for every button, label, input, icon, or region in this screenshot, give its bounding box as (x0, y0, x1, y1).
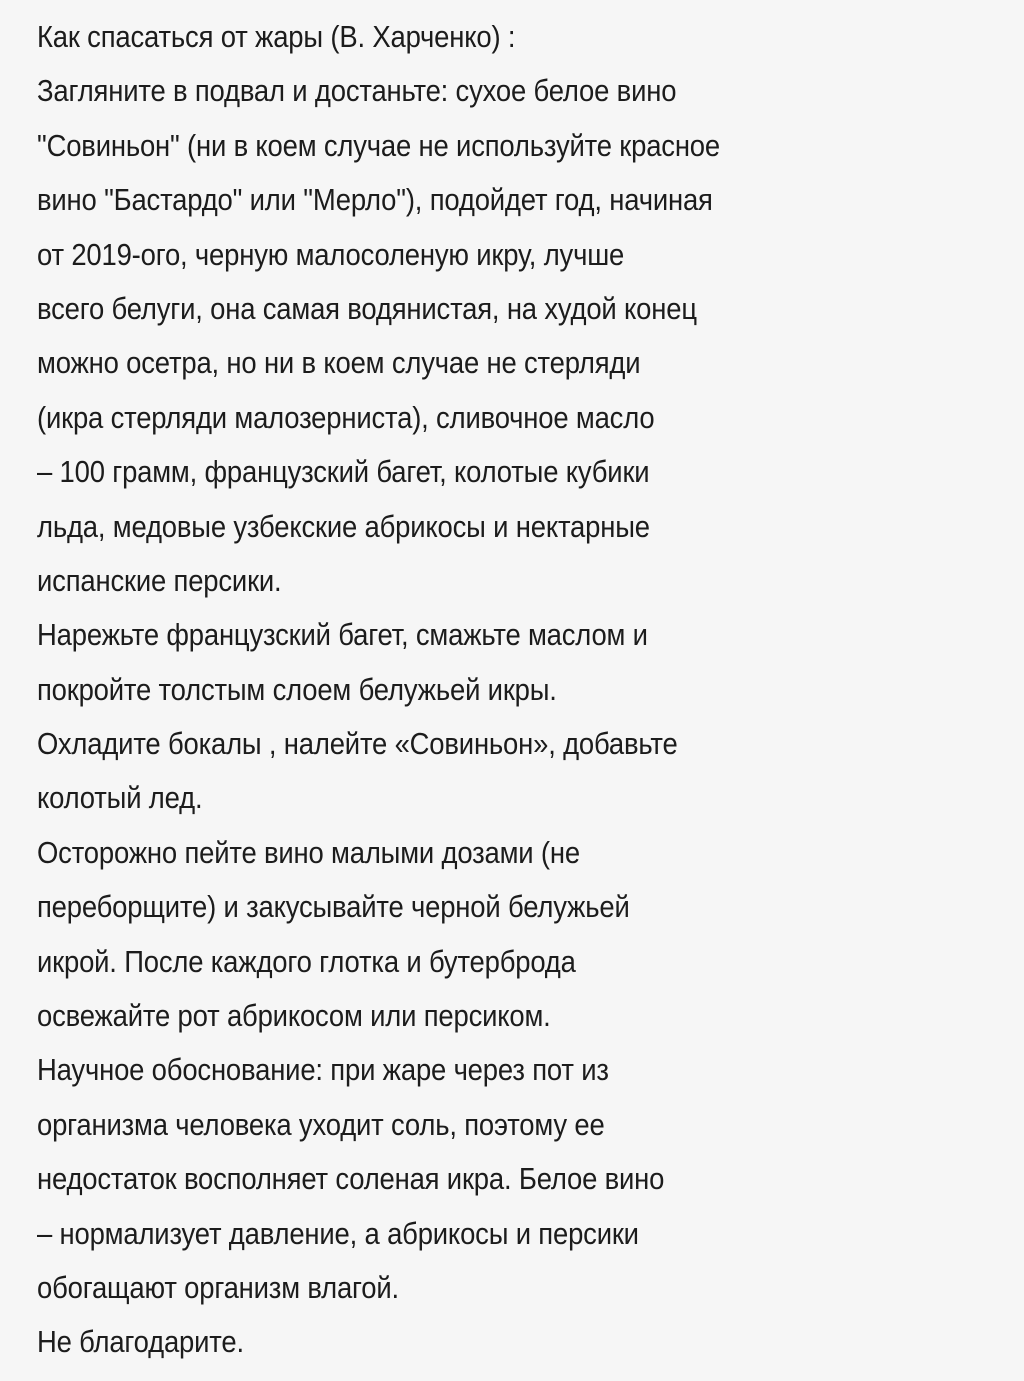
ingredients-line: всего белуги, она самая водянистая, на худой конец (37, 291, 697, 326)
ingredients-line: льда, медовые узбекские абрикосы и нектарные (37, 509, 650, 544)
ingredients-line: испанские персики. (37, 563, 282, 598)
instruction-line: покройте толстым слоем белужьей икры. (37, 672, 557, 707)
explanation-line: недостаток восполняет соленая икра. Белое вино (37, 1162, 665, 1197)
ingredients-line: – 100 грамм, французский багет, колотые кубики (37, 455, 650, 490)
instruction-line: икрой. После каждого глотка и бутерброда (37, 944, 576, 979)
instruction-line: Осторожно пейте вино малыми дозами (не (37, 835, 580, 870)
explanation-line: организма человека уходит соль, поэтому ее (37, 1107, 605, 1142)
explanation-line: Научное обоснование: при жаре через пот из (37, 1053, 609, 1088)
ingredients-line: (икра стерляди малозерниста), сливочное масло (37, 400, 655, 435)
instruction-line: освежайте рот абрикосом или персиком. (37, 999, 551, 1034)
ingredients-line: от 2019-ого, черную малосоленую икру, лучше (37, 237, 625, 272)
closing-line: Не благодарите. (37, 1325, 244, 1360)
instruction-line: Охладите бокалы , налейте «Совиньон», добавьте (37, 727, 678, 762)
ingredients-line: вино "Бастардо" или "Мерло"), подойдет год, начиная (37, 183, 713, 218)
instruction-line: Нарежьте французский багет, смажьте маслом и (37, 618, 648, 653)
instruction-line: переборщите) и закусывайте черной белужьей (37, 890, 630, 925)
explanation-line: обогащают организм влагой. (37, 1270, 399, 1305)
explanation-line: – нормализует давление, а абрикосы и персики (37, 1216, 639, 1251)
ingredients-line: "Совиньон" (ни в коем случае не используйте красное (37, 128, 720, 163)
post-title: Как спасаться от жары (В. Харченко) : (37, 20, 516, 54)
ingredients-line: Загляните в подвал и достаньте: сухое белое вино (37, 74, 677, 109)
instruction-line: колотый лед. (37, 781, 203, 816)
ingredients-line: можно осетра, но ни в коем случае не стерляди (37, 346, 641, 381)
